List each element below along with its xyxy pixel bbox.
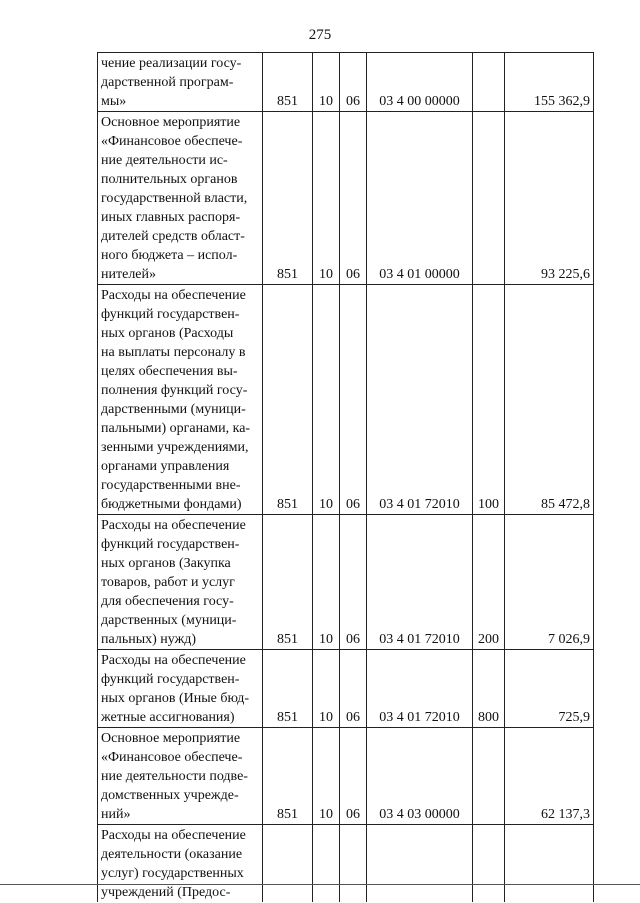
expense-type-code — [473, 728, 505, 825]
table-row — [98, 650, 594, 728]
budget-table — [97, 52, 594, 902]
row-description: Расходы на обеспечение функций государствен- ных органов (Иные бюд- жетные ассигнования) — [98, 650, 263, 728]
amount: 93 225,6 — [505, 112, 594, 285]
amount: 155 362,9 — [505, 53, 594, 112]
section-code: 10 — [313, 112, 340, 285]
expense-type-code — [473, 53, 505, 112]
subsection-code — [340, 825, 367, 903]
target-article-code: 03 4 00 00000 — [367, 53, 473, 112]
target-article-code: 03 4 01 72010 — [367, 515, 473, 650]
amount: 7 026,9 — [505, 515, 594, 650]
ministry-code: 851 — [263, 53, 313, 112]
ministry-code — [263, 825, 313, 903]
subsection-code: 06 — [340, 112, 367, 285]
expense-type-code: 200 — [473, 515, 505, 650]
subsection-code: 06 — [340, 728, 367, 825]
table-row — [98, 285, 594, 515]
expense-type-code: 800 — [473, 650, 505, 728]
amount: 62 137,3 — [505, 728, 594, 825]
row-description: Расходы на обеспечение функций государствен- ных органов (Закупка товаров, работ и услуг для обеспечения госу- дарственных (муници- пальных) нужд) — [98, 515, 263, 650]
section-code: 10 — [313, 650, 340, 728]
section-code: 10 — [313, 53, 340, 112]
ministry-code: 851 — [263, 112, 313, 285]
table-row — [98, 728, 594, 825]
table-row — [98, 112, 594, 285]
target-article-code: 03 4 03 00000 — [367, 728, 473, 825]
target-article-code: 03 4 01 00000 — [367, 112, 473, 285]
page-number: 275 — [308, 27, 332, 43]
section-code: 10 — [313, 515, 340, 650]
target-article-code: 03 4 01 72010 — [367, 285, 473, 515]
expense-type-code — [473, 825, 505, 903]
row-description: Расходы на обеспечение деятельности (оказание услуг) государственных учреждений (Предос- — [98, 825, 263, 903]
amount — [505, 825, 594, 903]
ministry-code: 851 — [263, 728, 313, 825]
subsection-code: 06 — [340, 650, 367, 728]
ministry-code: 851 — [263, 650, 313, 728]
section-code — [313, 825, 340, 903]
expense-type-code — [473, 112, 505, 285]
table-row — [98, 53, 594, 112]
table-row — [98, 825, 594, 903]
subsection-code: 06 — [340, 285, 367, 515]
page-bottom-divider — [0, 884, 640, 885]
target-article-code: 03 4 01 72010 — [367, 650, 473, 728]
table-row — [98, 515, 594, 650]
amount: 85 472,8 — [505, 285, 594, 515]
row-description: Основное мероприятие «Финансовое обеспече- ние деятельности подве- домственных учрежде- ний» — [98, 728, 263, 825]
ministry-code: 851 — [263, 285, 313, 515]
amount: 725,9 — [505, 650, 594, 728]
section-code: 10 — [313, 728, 340, 825]
section-code: 10 — [313, 285, 340, 515]
subsection-code: 06 — [340, 53, 367, 112]
target-article-code — [367, 825, 473, 903]
subsection-code: 06 — [340, 515, 367, 650]
row-description: чение реализации госу- дарственной програм- мы» — [98, 53, 263, 112]
expense-type-code: 100 — [473, 285, 505, 515]
row-description: Основное мероприятие «Финансовое обеспече- ние деятельности ис- полнительных органов государственной власти, иных главных распоря- дителей средств област- ного бюджета – испол- нителей» — [98, 112, 263, 285]
ministry-code: 851 — [263, 515, 313, 650]
row-description: Расходы на обеспечение функций государствен- ных органов (Расходы на выплаты персоналу в целях обеспечения вы- полнения функций госу- дарственными (муници- пальными) органами, ка- зенными учреждениями, органами управления государственными вне- бюджетными фондами) — [98, 285, 263, 515]
